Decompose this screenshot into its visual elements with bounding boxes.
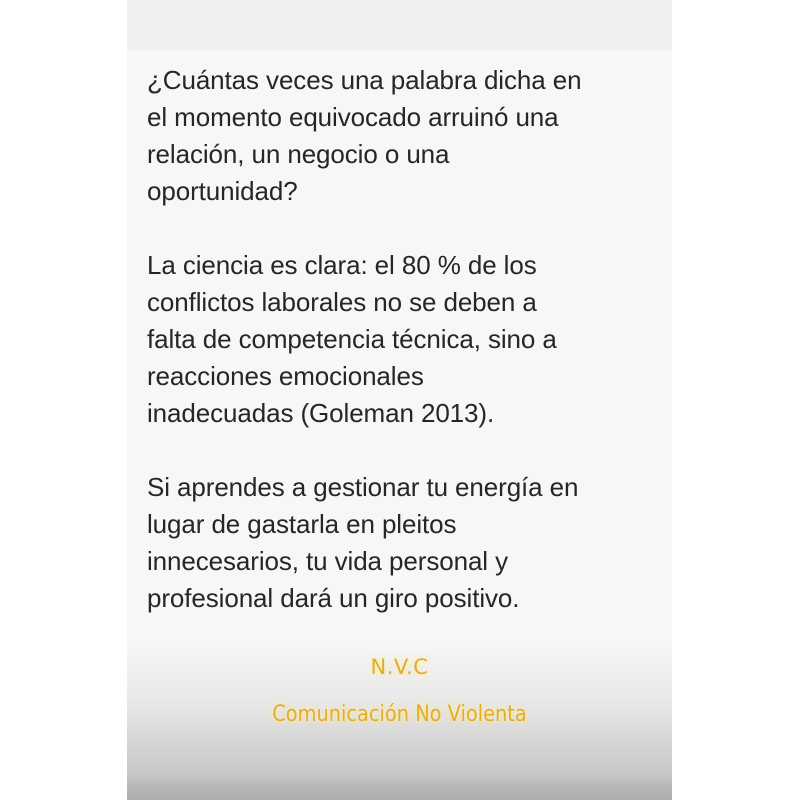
story-screen — [127, 0, 672, 800]
bottom-overlay — [127, 776, 672, 800]
signature-title: Comunicación No Violenta — [272, 702, 527, 727]
top-bar — [127, 0, 672, 50]
message-text — [147, 62, 662, 654]
paragraph-question: ¿Cuántas veces una palabra dicha en el momento equivocado arruinó una relación, un negocio o una oportunidad? — [147, 65, 582, 206]
paragraph-science: La ciencia es clara: el 80 % de los conflictos laborales no se deben a falta de competencia técnica, sino a reacciones emocionales inadecuadas (Goleman 2013). — [147, 250, 557, 428]
paragraph-advice: Si aprendes a gestionar tu energía en lugar de gastarla en pleitos innecesarios, tu vida personal y profesional dará un giro positivo. — [147, 472, 579, 613]
signature-acronym: N.V.C — [370, 655, 429, 679]
